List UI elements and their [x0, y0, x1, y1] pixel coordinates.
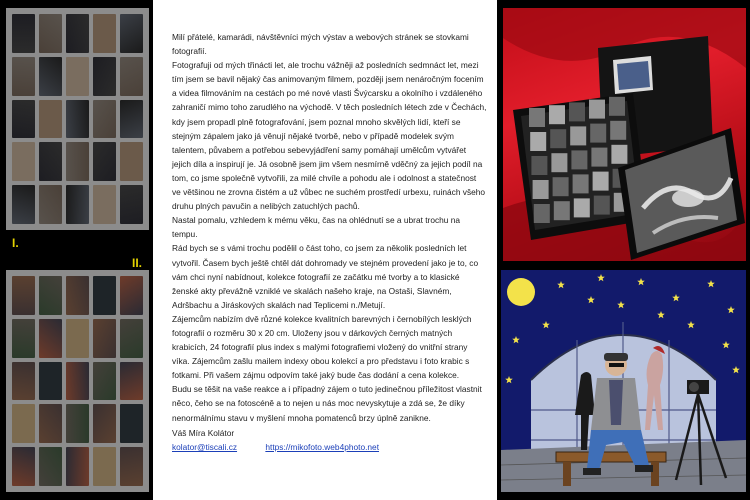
thumbnail-photo — [66, 185, 89, 224]
thumbnail-photo — [120, 319, 143, 358]
thumbnail-photo — [120, 447, 143, 486]
thumbnail-photo — [93, 142, 116, 181]
contact-sheet-collection-1 — [6, 8, 149, 230]
thumbnail-photo — [66, 447, 89, 486]
thumbnail-photo — [39, 404, 62, 443]
thumbnail-photo — [93, 362, 116, 401]
thumbnail-photo — [12, 276, 35, 315]
thumbnail-photo — [66, 57, 89, 96]
artist-illustration — [501, 270, 746, 492]
thumbnail-photo — [93, 185, 116, 224]
thumbnail-photo — [66, 319, 89, 358]
thumbnail-photo — [12, 185, 35, 224]
thumbnail-photo — [66, 404, 89, 443]
thumbnail-photo — [120, 276, 143, 315]
index-thumbnail — [591, 148, 607, 167]
thumbnail-photo — [12, 319, 35, 358]
sheet-label-1: I. — [12, 236, 19, 250]
thumbnail-photo — [66, 362, 89, 401]
thumbnail-photo — [66, 100, 89, 139]
index-thumbnail — [609, 97, 625, 116]
thumbnail-photo — [120, 142, 143, 181]
thumbnail-photo — [12, 14, 35, 53]
paragraph-greeting: Milí přátelé, kamarádi, návštěvníci mých výstav a webových stránek se stovkami fotografií. — [172, 32, 469, 57]
paragraph-offer: Zájemcům nabízím dvě různé kolekce kvalitních barevných i černobílých lesklých fotografií o rozměru 30 x 20 cm. Uloženy jsou v dárkových černých matných krabicích, 24 fotografií plus index s malými fotografiemi vložený do vnitřní strany víka. Zájemcům zašlu mailem indexy obou kolekcí a pro představu i foto krabic s fotkami. Při vašem zájmu odpovím také jaký bude čas dodání a cena kolekce. — [172, 313, 472, 381]
thumbnail-photo — [12, 362, 35, 401]
paragraph-sharing: Rád bych se s vámi trochu podělil o část toho, co jsem za několik posledních let vytvořil. Časem bych ještě chtěl dát dohromady ve stejném provedení jako je to, co vám chci nyní nabídnout, kolekce fotografií ze začátku mé tvorby a to klasické ženské akty převážně vzniklé ve skalách našeho kraje, na Ostaši, Slavném, Adršbachu a Jiráskových skalách nad Teplicemi n./Metují. — [172, 243, 479, 310]
index-thumbnail — [549, 105, 565, 124]
index-thumbnail — [550, 129, 566, 148]
thumbnail-photo — [12, 142, 35, 181]
thumbnail-photo — [120, 404, 143, 443]
index-thumbnail — [529, 108, 545, 127]
letter-text-panel — [153, 0, 497, 500]
thumbnail-photo — [39, 142, 62, 181]
thumbnail-photo — [12, 447, 35, 486]
thumbnail-photo — [39, 185, 62, 224]
index-thumbnail — [611, 145, 627, 164]
index-thumbnail — [553, 177, 569, 196]
thumbnail-photo — [39, 57, 62, 96]
thumbnail-photo — [93, 276, 116, 315]
boxes-photo-illustration — [503, 8, 746, 261]
thumbnail-photo — [39, 319, 62, 358]
index-thumbnail — [594, 196, 610, 215]
thumbnail-photo — [120, 57, 143, 96]
thumbnail-photo — [39, 100, 62, 139]
thumbnail-photo — [120, 362, 143, 401]
thumbnail-grid-2 — [12, 276, 143, 486]
thumbnail-grid-1 — [12, 14, 143, 224]
signature: Váš Míra Kolátor — [172, 427, 235, 438]
thumbnail-photo — [93, 319, 116, 358]
contact-links — [172, 442, 487, 452]
thumbnail-photo — [66, 14, 89, 53]
index-thumbnail — [569, 102, 585, 121]
index-thumbnail — [533, 180, 549, 199]
sheet-label-2: II. — [132, 256, 143, 270]
thumbnail-photo — [12, 57, 35, 96]
thumbnail-photo — [93, 100, 116, 139]
photographer-drawing — [501, 270, 746, 492]
contact-sheet-collection-2 — [6, 270, 149, 492]
thumbnail-photo — [66, 142, 89, 181]
index-thumbnail — [570, 126, 586, 145]
index-thumbnail — [610, 121, 626, 140]
paragraph-story: Fotografuji od mých třinácti let, ale trochu vážněji až posledních sedmnáct let, mezi tím jsem se bavil nějaký čas animovaným filmem, později jsem nenáročným focením a videa filmováním na cestách po mé nové vlasti Švýcarsku a okolního i vzdáleného zahraničí mimo toho zarudlého na východě. V těch posledních létech zde v Čechách, kdy jsem propadl plně fotografování, jsem poznal mnoho skvělých lidí, kteří se stejným zápalem jako já věnují nějaké tvorbě, nebo v případě modelek svým talentem, půvabem a potřebou sebevyjádření samy pomáhají umělcům vytvářet jejich díla a inspirují je. Já osobně jsem jim všem nesmírně vděčný za jejich podíl na tom, co jsme společně vytvořili, za milé chvíle a pohodu ale i odolnost a statečnost ve většinou ne zrovna čistém a už vůbec ne suchém prostředí urbexu, ruinách všeho druhu plných pavučin a nelibých zatuchlých pachů. — [172, 60, 487, 212]
thumbnail-photo — [39, 276, 62, 315]
thumbnail-photo — [120, 14, 143, 53]
thumbnail-photo — [66, 276, 89, 315]
index-thumbnail — [573, 174, 589, 193]
thumbnail-photo — [120, 185, 143, 224]
thumbnail-photo — [93, 57, 116, 96]
index-thumbnail — [531, 156, 547, 175]
thumbnail-photo — [93, 447, 116, 486]
thumbnail-photo — [93, 14, 116, 53]
paragraph-closing: Budu se těšit na vaše reakce a i případný zájem o tuto jedinečnou příležitost vlastnit něco, čeho se na fotoscéně a to nejen u nás moc nevyskytuje a zdá se, že díky nenormálnímu stavu v myšlení mnoha pomatenců brzy úplně zanikne. — [172, 384, 482, 423]
thumbnail-photo — [39, 14, 62, 53]
thumbnail-photo — [39, 362, 62, 401]
index-thumbnail — [590, 124, 606, 143]
email-link[interactable]: kolator@tiscali.cz — [172, 441, 238, 452]
thumbnail-photo — [12, 404, 35, 443]
thumbnail-photo — [12, 100, 35, 139]
product-boxes-photo — [503, 8, 746, 261]
index-thumbnail — [551, 153, 567, 172]
thumbnail-photo — [39, 447, 62, 486]
paragraph-slowdown: Nastal pomalu, vzhledem k mému věku, čas na ohlédnutí se a ubrat trochu na tempu. — [172, 215, 461, 240]
index-thumbnail — [593, 172, 609, 191]
website-link[interactable]: https://mikofoto.web4photo.net — [265, 441, 380, 452]
index-thumbnail — [534, 204, 550, 223]
thumbnail-photo — [93, 404, 116, 443]
index-thumbnail — [589, 100, 605, 119]
index-thumbnail — [530, 132, 546, 151]
index-thumbnail — [554, 201, 570, 220]
index-thumbnail — [571, 150, 587, 169]
index-thumbnail — [574, 198, 590, 217]
thumbnail-photo — [120, 100, 143, 139]
